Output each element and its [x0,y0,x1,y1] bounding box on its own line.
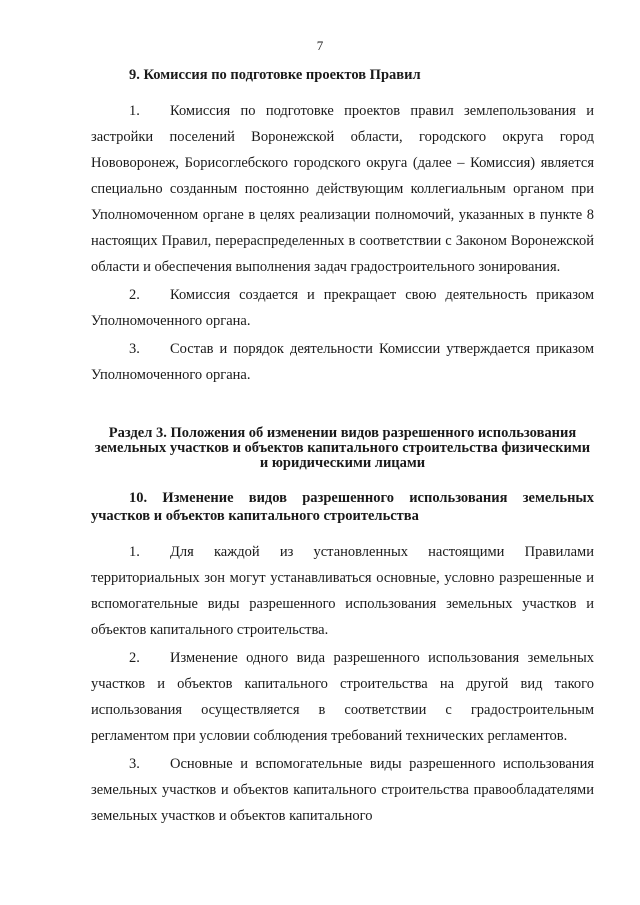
paragraph-text: Для каждой из установленных настоящими Правилами территориальных зон могут устанавливаться основные, условно разрешенные и вспомогательные виды разрешенного использования земельных участков и объектов капитального строительства. [91,544,594,638]
paragraph-number: 2. [129,650,140,666]
section-10-paragraph-1 [91,539,594,643]
section-9-paragraph-3 [91,336,594,388]
paragraph-text: Основные и вспомогательные виды разрешенного использования земельных участков и объектов капитального строительства правообладателями земельных участков и объектов капитального [91,756,594,824]
paragraph-number: 1. [129,544,140,560]
section-9-heading: 9. Комиссия по подготовке проектов Правил [129,67,421,83]
paragraph-number: 1. [129,103,140,119]
paragraph-text: Изменение одного вида разрешенного использования земельных участков и объектов капитального строительства на другой вид такого использования осуществляется в соответствии с градостроительным регламентом при условии соблюдения требований технических регламентов. [91,650,594,744]
page-number: 7 [316,38,324,53]
section-9-paragraph-1 [91,98,594,280]
section-9-paragraph-2 [91,282,594,334]
paragraph-text: Комиссия по подготовке проектов правил землепользования и застройки поселений Воронежской области, городского округа город Нововоронеж, Борисоглебского городского округа (далее – Комиссия) является специально созданным постоянно действующим коллегиальным органом при Уполномоченном органе в целях реализации полномочий, указанных в пункте 8 настоящих Правил, перераспределенных в соответствии с Законом Воронежской области и обеспечения выполнения задач градостроительного зонирования. [91,103,594,275]
paragraph-text: Состав и порядок деятельности Комиссии утверждается приказом Уполномоченного органа. [91,341,594,383]
razdel-3-heading: Раздел 3. Положения об изменении видов разрешенного использования земельных участков и объектов капитального строительства физическими и юридическими лицами [94,425,591,471]
paragraph-number: 2. [129,287,140,303]
page-content [91,66,594,831]
paragraph-text: Комиссия создается и прекращает свою деятельность приказом Уполномоченного органа. [91,287,594,329]
paragraph-number: 3. [129,756,140,772]
section-10-paragraph-3 [91,751,594,829]
section-10-heading: 10. Изменение видов разрешенного использования земельных участков и объектов капитального строительства [91,490,594,524]
section-10-paragraph-2 [91,645,594,749]
paragraph-number: 3. [129,341,140,357]
